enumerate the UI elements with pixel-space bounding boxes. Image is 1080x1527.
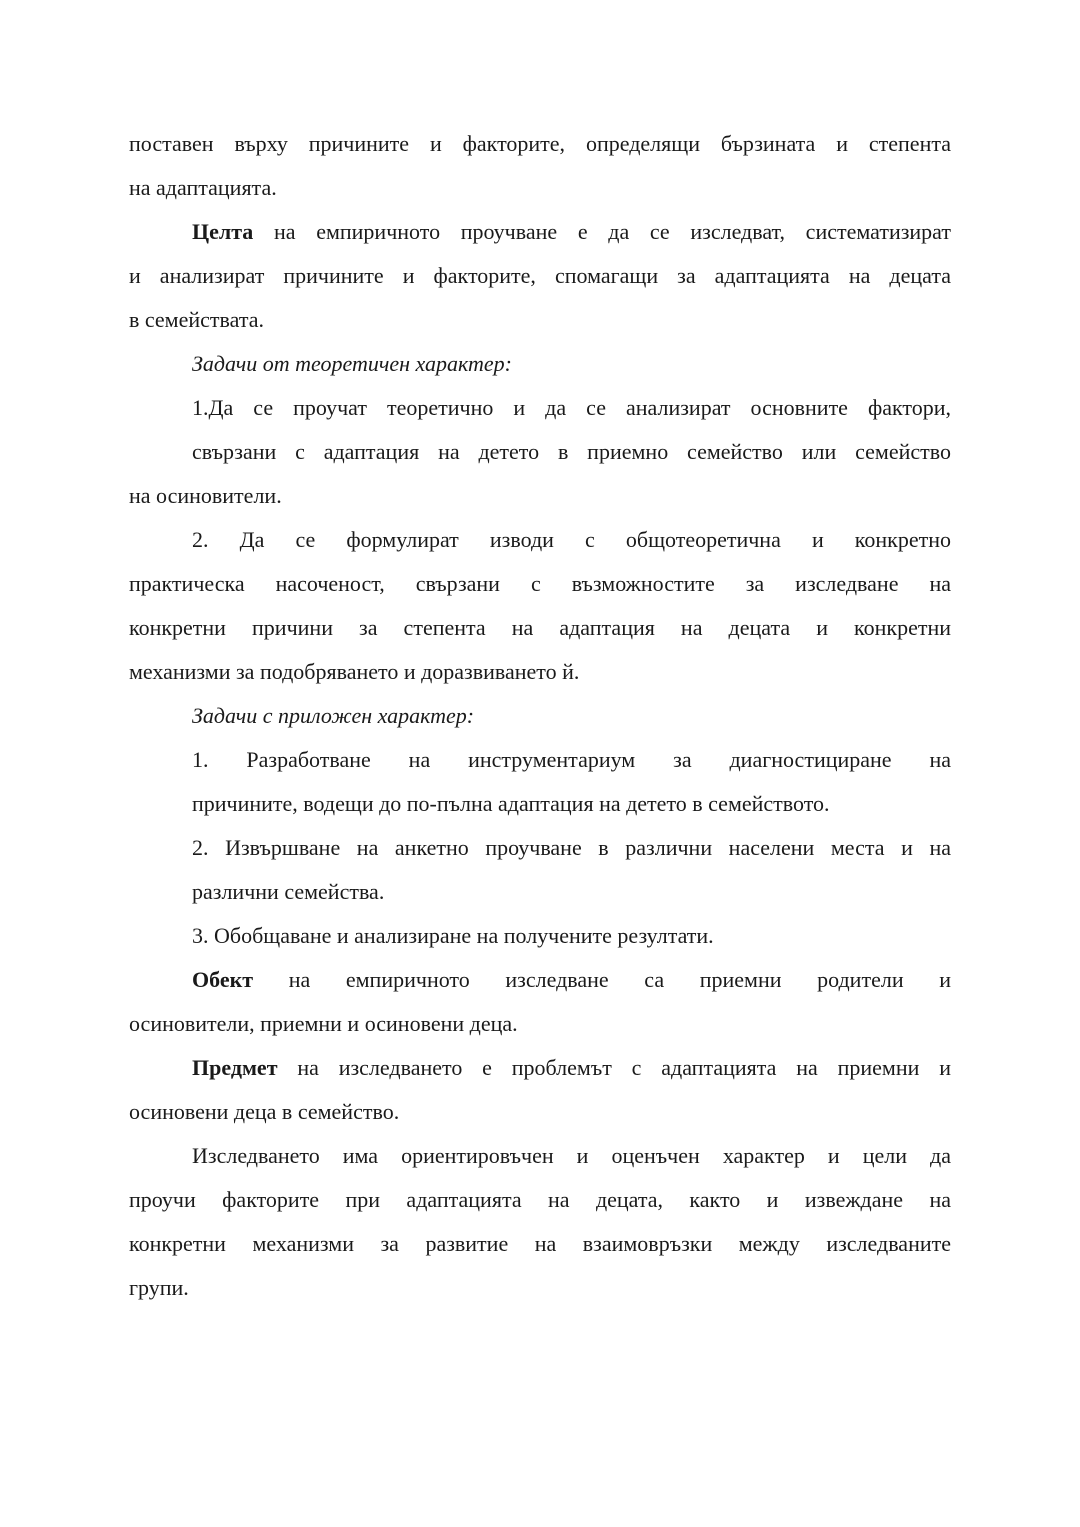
document-page xyxy=(129,122,951,1310)
applied-task-2-line-1: 2. Извършване на анкетно проучване в различни населени места и на xyxy=(192,835,951,860)
goal-line-3: в семействата. xyxy=(129,307,264,332)
object-line-2: осиновители, приемни и осиновени деца. xyxy=(129,1011,518,1036)
applied-tasks-heading: Задачи с приложен характер: xyxy=(192,703,475,728)
closing-line-2: проучи факторите при адаптацията на децата, както и извеждане на xyxy=(129,1187,951,1212)
closing-line-1: Изследването има ориентировъчен и оценъчен характер и цели да xyxy=(192,1143,951,1168)
object-line-1 xyxy=(129,958,951,1002)
subject-line-2: осиновени деца в семейство. xyxy=(129,1099,400,1124)
theoretical-task-2-line-3: конкретни причини за степента на адаптация на децата и конкретни xyxy=(129,615,951,640)
subject-line-1-rest: на изследването е проблемът с адаптацията на приемни и xyxy=(277,1055,951,1080)
goal-line-2: и анализират причините и факторите, спомагащи за адаптацията на децата xyxy=(129,263,951,288)
theoretical-task-2-line-1: 2. Да се формулират изводи с общотеоретична и конкретно xyxy=(192,527,951,552)
intro-line-1: поставен върху причините и факторите, определящи бързината и степента xyxy=(129,131,951,156)
goal-line-1 xyxy=(129,210,951,254)
intro-line-2: на адаптацията. xyxy=(129,175,277,200)
subject-line-1 xyxy=(129,1046,951,1090)
applied-task-2-line-2: различни семейства. xyxy=(192,879,385,904)
object-term: Обект xyxy=(192,967,254,992)
applied-task-3-line-1: 3. Обобщаване и анализиране на получените резултати. xyxy=(192,923,714,948)
theoretical-task-1-line-2: свързани с адаптация на детето в приемно семейство или семейство xyxy=(192,439,951,464)
applied-task-1-line-1: 1. Разработване на инструментариум за диагностициране на xyxy=(192,747,951,772)
theoretical-task-1-line-3: на осиновители. xyxy=(129,483,282,508)
theoretical-task-1-line-1: 1.Да се проучат теоретично и да се анализират основните фактори, xyxy=(192,395,951,420)
theoretical-tasks-heading: Задачи от теоретичен характер: xyxy=(192,351,512,376)
closing-line-3: конкретни механизми за развитие на взаимовръзки между изследваните xyxy=(129,1231,951,1256)
closing-line-4: групи. xyxy=(129,1275,189,1300)
object-line-1-rest: на емпиричното изследване са приемни родители и xyxy=(253,967,951,992)
theoretical-task-2-line-2: практическа насоченост, свързани с възможностите за изследване на xyxy=(129,571,951,596)
subject-term: Предмет xyxy=(192,1055,278,1080)
applied-task-1-line-2: причините, водещи до по-пълна адаптация на детето в семейството. xyxy=(192,791,830,816)
goal-line-1-rest: на емпиричното проучване е да се изследват, систематизират xyxy=(253,219,951,244)
goal-term: Целта xyxy=(192,219,254,244)
theoretical-task-2-line-4: механизми за подобряването и доразвиването й. xyxy=(129,659,580,684)
